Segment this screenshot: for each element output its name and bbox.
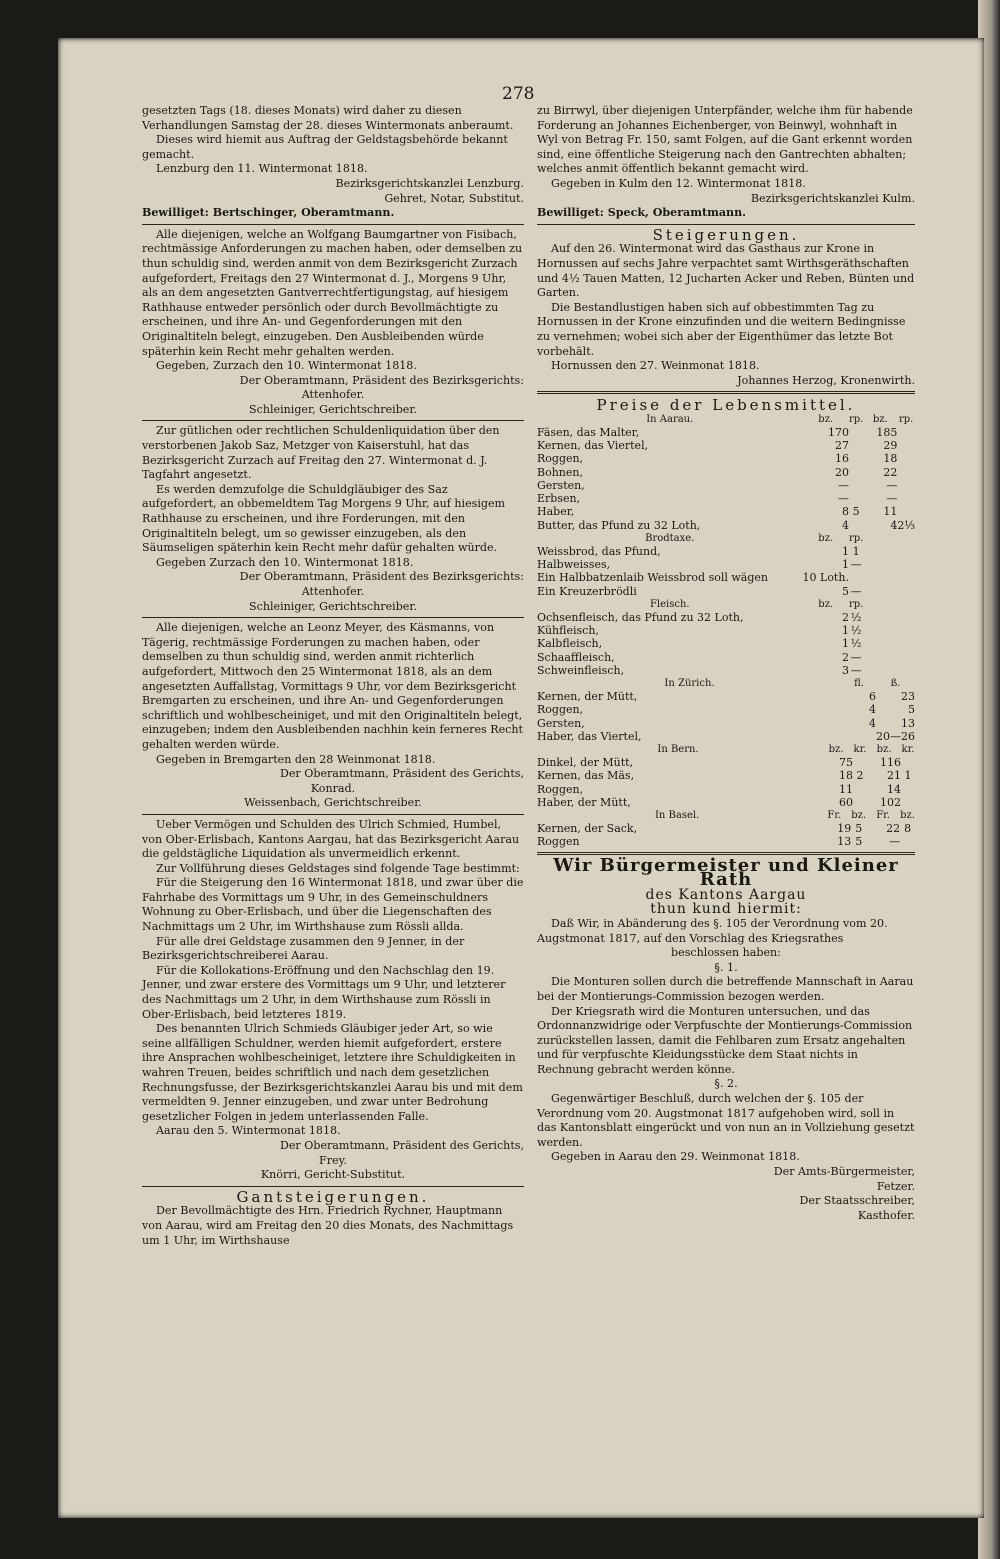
- price-value: 3: [841, 663, 849, 677]
- subsection-label: Brodtaxe.: [645, 532, 695, 544]
- price-value: —: [850, 650, 862, 664]
- table-row: [537, 519, 915, 532]
- table-row: [537, 426, 915, 439]
- notice-signature: Schleiniger, Gerichtschreiber.: [249, 402, 417, 416]
- notice-text: Es werden demzufolge die Schuldgläubiger des Saz aufgefordert, an obbemeldtem Tag Morgens 9 Uhr, auf hiesigem Rathhause zu erscheinen, und ihre Forderungen, mit den Originaltiteln belegt, um so gewisser einzugeben, als den Säumseligen späterhin kein Recht mehr dafür gehalten würde.: [142, 482, 506, 555]
- item-label: Butter, das Pfund zu 32 Loth,: [537, 518, 701, 532]
- price-value: 75: [839, 756, 853, 770]
- price-value: [853, 783, 867, 796]
- notice-signature: Bezirksgerichtskanzlei Kulm.: [750, 191, 915, 205]
- item-label: Schaaffleisch,: [537, 650, 615, 664]
- notice-text: Für die Steigerung den 16 Wintermonat 1818, und zwar über die Fahrhabe des Vormittags um 9 Uhr, in des Gemeinschuldners Wohnung zu Ober-Erlisbach, und über die Liegenschaften des Nachmittags um 2 Uhr, im Wirthshause zum Rössli allda.: [142, 876, 524, 934]
- decree-date: Gegeben in Aarau den 29. Weinmonat 1818.: [551, 1150, 800, 1164]
- price-value: 5: [855, 822, 863, 836]
- item-label: Kalbfleisch,: [537, 637, 603, 651]
- price-value: 60: [839, 795, 853, 809]
- price-value: 11: [839, 782, 853, 796]
- notice-signature: Frey.: [319, 1153, 347, 1167]
- item-label: Ein Kreuzerbrödli: [537, 584, 637, 598]
- item-label: Ein Halbbatzenlaib Weissbrod soll wägen: [537, 571, 768, 585]
- price-value: 20—26: [876, 729, 915, 743]
- unit-label: rp.: [848, 413, 864, 425]
- notice-date: Aarau den 5. Wintermonat 1818.: [156, 1124, 341, 1138]
- table-row: [537, 637, 915, 650]
- price-value: 16: [834, 452, 849, 466]
- price-value: [853, 756, 867, 769]
- divider: [142, 814, 524, 815]
- price-value: 2: [841, 610, 849, 624]
- notice-signature: Der Oberamtmann, Präsident des Gerichts,: [279, 1138, 524, 1152]
- table-row: [537, 822, 915, 835]
- price-value: [849, 452, 863, 465]
- unit-label: rp.: [848, 598, 864, 610]
- unit-label: bz.: [818, 413, 834, 425]
- table-row: [537, 558, 915, 571]
- price-value: [849, 479, 863, 492]
- notice-text: Auf den 26. Wintermonat wird das Gasthaus zur Krone in Hornussen auf sechs Jahre verpachtet samt Wirthsgeräthschaften und 4½ Tauen Matten, 12 Jucharten Acker und Reben, Bünten und Garten.: [537, 242, 915, 300]
- decree-signature: Der Amts-Bürgermeister,: [773, 1165, 915, 1179]
- unit-label: bz.: [876, 743, 892, 755]
- price-value: [901, 756, 915, 769]
- unit-label: Fr.: [876, 809, 891, 821]
- price-value: 5: [841, 584, 849, 598]
- notice-signature: Attenhofer.: [301, 585, 365, 598]
- table-row: [537, 611, 915, 624]
- table-row: [537, 690, 915, 703]
- decree-text: Daß Wir, in Abänderung des §. 105 der Verordnung vom 20. Augstmonat 1817, auf den Vorschlag des Kriegsrathes: [537, 916, 888, 945]
- paragraph-number: §. 1.: [714, 960, 738, 974]
- price-value: 2: [841, 650, 849, 664]
- unit-label: bz.: [872, 413, 888, 425]
- notice-date: Gegeben, Zurzach den 10. Wintermonat 1818.: [156, 359, 417, 373]
- notice-date: Gegeben Zurzach den 10. Wintermonat 1818.: [156, 555, 414, 569]
- notice-text: Alle diejenigen, welche an Wolfgang Baumgartner von Fisibach, rechtmässige Anforderungen zu machen haben, oder demselben zu thun schuldig sind, werden anmit von dem Bezirksgericht Zurzach aufgefordert, Freitags den 27 Wintermonat d. J., Morgens 9 Uhr, als an dem angesetzten Gantverrechtfertigungstag, auf hiesigem Rathhause entweder persönlich oder durch Bevollmächtigte zu erscheinen, und ihre An- und Gegenforderungen mit den Originaltiteln belegt, einzugeben. Den Ausbleibenden würde späterhin kein Recht mehr gehalten werden.: [142, 227, 523, 358]
- price-value: 13: [901, 716, 915, 730]
- price-value: 11: [883, 505, 898, 519]
- divider: [142, 617, 524, 618]
- price-value: 5: [855, 835, 863, 849]
- price-value: 5: [852, 505, 860, 519]
- item-label: Weissbrod, das Pfund,: [537, 544, 661, 558]
- price-value: 22: [886, 822, 901, 836]
- notice-signature: Johannes Herzog, Kronenwirth.: [737, 373, 915, 387]
- price-value: 4: [869, 703, 876, 717]
- item-label: Kühfleisch,: [537, 624, 599, 638]
- price-value: 5: [908, 703, 915, 717]
- table-row: [537, 492, 915, 505]
- notice-signature: Konrad.: [310, 781, 356, 795]
- price-value: 20: [834, 465, 849, 479]
- table-row: [537, 796, 915, 809]
- price-value: [900, 835, 915, 848]
- item-label: Dinkel, der Mütt,: [537, 756, 634, 770]
- decree-subheading: des Kantons Aargau: [645, 886, 807, 903]
- item-label: Kernen, der Mütt,: [537, 690, 638, 704]
- unit-label: Fr.: [827, 809, 842, 821]
- notice-date: Gegeben in Kulm den 12. Wintermonat 1818.: [551, 176, 806, 190]
- notice-date: Hornussen den 27. Weinmonat 1818.: [551, 359, 760, 373]
- table-row: [537, 783, 915, 796]
- price-value: [897, 439, 915, 452]
- section-heading-preise: Preise der Lebensmittel.: [596, 396, 856, 415]
- price-value: 13: [837, 835, 852, 849]
- price-value: [897, 426, 915, 439]
- table-row: [537, 505, 915, 518]
- price-value: 170: [827, 426, 849, 440]
- notice-text: Zur gütlichen oder rechtlichen Schuldenliquidation über den verstorbenen Jakob Saz, Metzger von Kaiserstuhl, hat das Bezirksgericht Zurzach auf Freitag den 27. Wintermonat d. J. Tagfahrt angesetzt.: [142, 424, 500, 482]
- table-row: [537, 651, 915, 664]
- table-row: [537, 664, 915, 677]
- notice-text: Alle diejenigen, welche an Leonz Meyer, des Käsmanns, von Tägerig, rechtmässige Forderungen zu machen haben, oder demselben zu thun schuldig sind, werden anmit richterlich aufgefordert, Mittwoch den 25 Wintermonat 1818, als an dem angesetzten Auffallstag, Vormittags 9 Uhr, vor dem Bezirksgericht Bremgarten zu erscheinen, und ihre An- und Gegenforderungen schriftlich und wohlbescheiniget, und mit den Originaltiteln belegt, einzugeben; indem den Ausbleibenden nachhin kein ferneres Recht gehalten werden würde.: [142, 621, 523, 751]
- item-label: Bohnen,: [537, 465, 583, 479]
- table-header: [537, 743, 915, 756]
- decree-heading: Wir Bürgermeister und Kleiner Rath: [553, 854, 899, 891]
- price-value: 2⅓: [897, 518, 915, 532]
- price-value: 22: [883, 465, 898, 479]
- notice-signature: Schleiniger, Gerichtschreiber.: [249, 599, 417, 613]
- region-label: In Basel.: [654, 809, 700, 821]
- notice-signature: Attenhofer.: [301, 388, 365, 402]
- price-value: 29: [883, 439, 898, 453]
- table-row: [537, 703, 915, 716]
- price-value: 1: [841, 558, 849, 572]
- price-value: —: [837, 492, 849, 506]
- price-value: [897, 505, 915, 518]
- unit-label: bz.: [818, 598, 834, 610]
- table-header: [537, 532, 915, 545]
- decree-subheading: thun kund hiermit:: [650, 901, 802, 918]
- divider: [142, 1186, 524, 1187]
- price-value: [901, 796, 915, 809]
- price-value: —: [886, 492, 898, 506]
- price-value: —: [837, 478, 849, 492]
- table-row: [537, 545, 915, 558]
- region-label: In Aarau.: [646, 413, 694, 425]
- unit-label: kr.: [853, 743, 867, 755]
- table-row: [537, 452, 915, 465]
- price-value: [897, 479, 915, 492]
- table-row: [537, 717, 915, 730]
- notice-text: Des benannten Ulrich Schmieds Gläubiger jeder Art, so wie seine allfälligen Schuldner, werden hiemit aufgefordert, erstere ihre Ansprachen wohlbescheiniget, letztere ihre Schuldigkeiten in wahren Treuen, beides schriftlich und nach dem gesetzlichen Rechnungsfusse, der Bezirksgerichtskanzlei Aarau bis und mit dem vermeldten 9. Jenner einzugeben, und zwar unter Bedrohung gesetzlicher Folgen in jedem unterlassenden Falle.: [142, 1022, 523, 1123]
- decree-text: Der Kriegsrath wird die Monturen untersuchen, und das Ordonnanzwidrige oder Verpfuschte der Montierungs-Commission zurückstellen lassen, damit die Fehlbaren zum Ersatz angehalten und für verpfuschte Kleidungsstücke dem Staat nichts in Rechnung gebracht werden könne.: [537, 1004, 913, 1076]
- table-row: [537, 756, 915, 769]
- item-label: Kernen, der Sack,: [537, 822, 638, 836]
- price-table-basel: [537, 809, 915, 849]
- price-value: 18: [839, 769, 853, 783]
- item-label: Haber, das Viertel,: [537, 729, 642, 743]
- item-label: Halbweisses,: [537, 558, 611, 572]
- notice-signature: Der Oberamtmann, Präsident des Gerichts,: [279, 767, 524, 781]
- right-column: [537, 104, 915, 1223]
- notice-text: Die Bestandlustigen haben sich auf obbestimmten Tag zu Hornussen in der Krone einzufinden und die weitern Bedingnisse zu vernehmen; wobei sich aber der Eigenthümer das letzte Bot vorbehält.: [537, 300, 906, 358]
- notice-signature: Knörri, Gericht-Substitut.: [260, 1168, 406, 1182]
- section-heading-gantsteigerungen: Gantsteigerungen.: [236, 1187, 430, 1206]
- table-row: [537, 479, 915, 492]
- item-label: Roggen,: [537, 452, 584, 466]
- divider: [142, 224, 524, 225]
- price-value: [849, 466, 863, 479]
- notice-approval: Bewilliget: Bertschinger, Oberamtmann.: [142, 206, 395, 220]
- price-table-aarau: [537, 413, 915, 677]
- notice-signature: Der Oberamtmann, Präsident des Bezirksgerichts:: [239, 570, 524, 584]
- unit-label: bz.: [828, 743, 844, 755]
- item-label: Roggen,: [537, 782, 584, 796]
- section-heading-steigerungen: Steigerungen.: [652, 225, 800, 244]
- price-value: [897, 466, 915, 479]
- paragraph-number: §. 2.: [714, 1077, 738, 1091]
- price-value: [849, 519, 863, 532]
- notice-date: Lenzburg den 11. Wintermonat 1818.: [156, 162, 368, 176]
- unit-label: ß.: [890, 677, 901, 689]
- notice-text: zu Birrwyl, über diejenigen Unterpfänder, welche ihm für habende Forderung an Johannes Eichenberger, von Beinwyl, wohnhaft in Wyl von Betrag Fr. 150, samt Folgen, auf die Gant erkennt worden sind, eine öffentliche Steigerung nach den Gantrechten abhalten; welches anmit öffentlich bekannt gemacht wird.: [537, 104, 913, 176]
- decree-signature: Kasthofer.: [857, 1208, 915, 1222]
- price-value: 102: [880, 795, 901, 809]
- table-row: [537, 439, 915, 452]
- price-value: —: [850, 558, 862, 572]
- notice-signature: Weissenbach, Gerichtschreiber.: [244, 796, 422, 810]
- table-row: [537, 571, 915, 584]
- notice-signature: Gehret, Notar, Substitut.: [384, 191, 524, 205]
- table-row: [537, 730, 915, 743]
- price-value: 27: [834, 439, 849, 453]
- unit-label: bz.: [818, 532, 834, 544]
- price-value: 10 Loth.: [802, 571, 849, 585]
- unit-label: rp.: [848, 532, 864, 544]
- table-header: [537, 598, 915, 611]
- notice-text: Ueber Vermögen und Schulden des Ulrich Schmied, Humbel, von Ober-Erlisbach, Kantons Aargau, hat das Bezirksgericht Aarau die geldstägliche Liquidation als unvermeidlich erkennt.: [142, 817, 520, 861]
- price-value: [897, 452, 915, 465]
- item-label: Haber, der Mütt,: [537, 795, 631, 809]
- price-value: 6: [869, 690, 876, 704]
- price-value: 116: [880, 756, 901, 770]
- table-header: [537, 413, 915, 426]
- price-value: 8: [841, 505, 849, 519]
- notice-signature: Der Oberamtmann, Präsident des Bezirksgerichts:: [239, 373, 524, 387]
- item-label: Kernen, das Viertel,: [537, 439, 649, 453]
- decree-text: Gegenwärtiger Beschluß, durch welchen der §. 105 der Verordnung vom 20. Augstmonat 1817 aufgehoben wird, soll in das Kantonsblatt eingerückt und von nun an in Vollziehung gesetzt werden.: [537, 1092, 915, 1149]
- table-header: [537, 809, 915, 822]
- divider: [537, 391, 915, 394]
- notice-approval: Bewilliget: Speck, Oberamtmann.: [537, 206, 747, 220]
- item-label: Roggen,: [537, 703, 584, 717]
- decree-resolution: beschlossen haben:: [671, 946, 781, 960]
- price-value: [849, 426, 863, 439]
- price-value: [849, 492, 863, 505]
- notice-text: gesetzten Tags (18. dieses Monats) wird daher zu diesen Verhandlungen Samstag der 28. dieses Wintermonats anberaumt.: [142, 104, 514, 132]
- item-label: Erbsen,: [537, 492, 581, 506]
- price-value: ½: [850, 637, 862, 651]
- price-value: [842, 730, 876, 743]
- item-label: Fäsen, das Malter,: [537, 426, 640, 440]
- page-number: 278: [502, 84, 535, 104]
- table-row: [537, 585, 915, 598]
- unit-label: bz.: [851, 809, 867, 821]
- item-label: Schweinfleisch,: [537, 663, 625, 677]
- region-label: In Zürich.: [664, 677, 715, 689]
- price-value: —: [850, 584, 862, 598]
- divider: [142, 420, 524, 421]
- price-value: [853, 796, 867, 809]
- item-label: Ochsenfleisch, das Pfund zu 32 Loth,: [537, 610, 744, 624]
- decree-signature: Fetzer.: [876, 1179, 915, 1193]
- price-value: 4: [890, 518, 898, 532]
- price-table-zuerich: [537, 677, 915, 743]
- price-value: 4: [841, 518, 849, 532]
- price-value: —: [886, 478, 898, 492]
- decree-text: Die Monturen sollen durch die betreffende Mannschaft in Aarau bei der Montierungs-Commission bezogen werden.: [537, 975, 914, 1003]
- unit-label: fl.: [854, 677, 864, 689]
- item-label: Roggen: [537, 835, 580, 849]
- price-value: [849, 571, 863, 584]
- decree-signature: Der Staatsschreiber,: [799, 1194, 915, 1208]
- table-header: [537, 677, 915, 690]
- price-value: [849, 439, 863, 452]
- divider: [537, 224, 915, 225]
- unit-label: rp.: [898, 413, 914, 425]
- notice-date: Gegeben in Bremgarten den 28 Weinmonat 1818.: [156, 752, 436, 766]
- price-value: —: [889, 835, 901, 849]
- price-value: 2: [856, 769, 864, 783]
- price-value: [901, 783, 915, 796]
- unit-label: kr.: [901, 743, 915, 755]
- price-value: 8: [904, 822, 912, 836]
- item-label: Kernen, das Mäs,: [537, 769, 635, 783]
- item-label: Haber,: [537, 505, 575, 519]
- notice-text: Zur Vollführung dieses Geldstages sind folgende Tage bestimmt:: [156, 861, 520, 875]
- item-label: Gersten,: [537, 716, 585, 730]
- table-row: [537, 835, 915, 848]
- item-label: Gersten,: [537, 478, 585, 492]
- price-value: 4: [869, 716, 876, 730]
- left-column: [142, 104, 524, 1248]
- price-value: 14: [887, 782, 901, 796]
- price-value: 1: [852, 544, 860, 558]
- price-value: 1: [841, 544, 849, 558]
- subsection-label: Fleisch.: [649, 598, 690, 610]
- price-value: ½: [850, 624, 862, 638]
- region-label: In Bern.: [657, 743, 699, 755]
- table-row: [537, 624, 915, 637]
- price-value: [897, 492, 915, 505]
- price-value: 1: [841, 637, 849, 651]
- price-value: 19: [837, 822, 852, 836]
- price-value: 18: [883, 452, 898, 466]
- price-value: —: [850, 663, 862, 677]
- table-row: [537, 466, 915, 479]
- notice-text: Der Bevollmächtigte des Hrn. Friedrich Rychner, Hauptmann von Aarau, wird am Freitag den 20 dies Monats, des Nachmittags um 1 Uhr, im Wirthshause: [142, 1204, 514, 1247]
- notice-text: Für alle drei Geldstage zusammen den 9 Jenner, in der Bezirksgerichtschreiberei Aarau.: [142, 934, 465, 963]
- price-value: 185: [876, 426, 898, 440]
- table-row: [537, 769, 915, 782]
- price-value: 1: [841, 624, 849, 638]
- price-value: ½: [850, 610, 862, 624]
- unit-label: bz.: [900, 809, 915, 821]
- price-value: 23: [901, 690, 915, 704]
- notice-text: Für die Kollokations-Eröffnung und den Nachschlag den 19. Jenner, und zwar erstere des Vormittags um 9 Uhr, und letzterer des Nachmittags um 2 Uhr, in dem Wirthshause zum Rössli in Ober-Erlisbach, beid letzteres 1819.: [142, 963, 506, 1021]
- notice-text: Dieses wird hiemit aus Auftrag der Geldstagsbehörde bekannt gemacht.: [142, 133, 508, 161]
- price-value: 1: [904, 769, 912, 783]
- price-value: 21: [887, 769, 901, 783]
- notice-signature: Bezirksgerichtskanzlei Lenzburg.: [335, 176, 524, 190]
- price-table-bern: [537, 743, 915, 809]
